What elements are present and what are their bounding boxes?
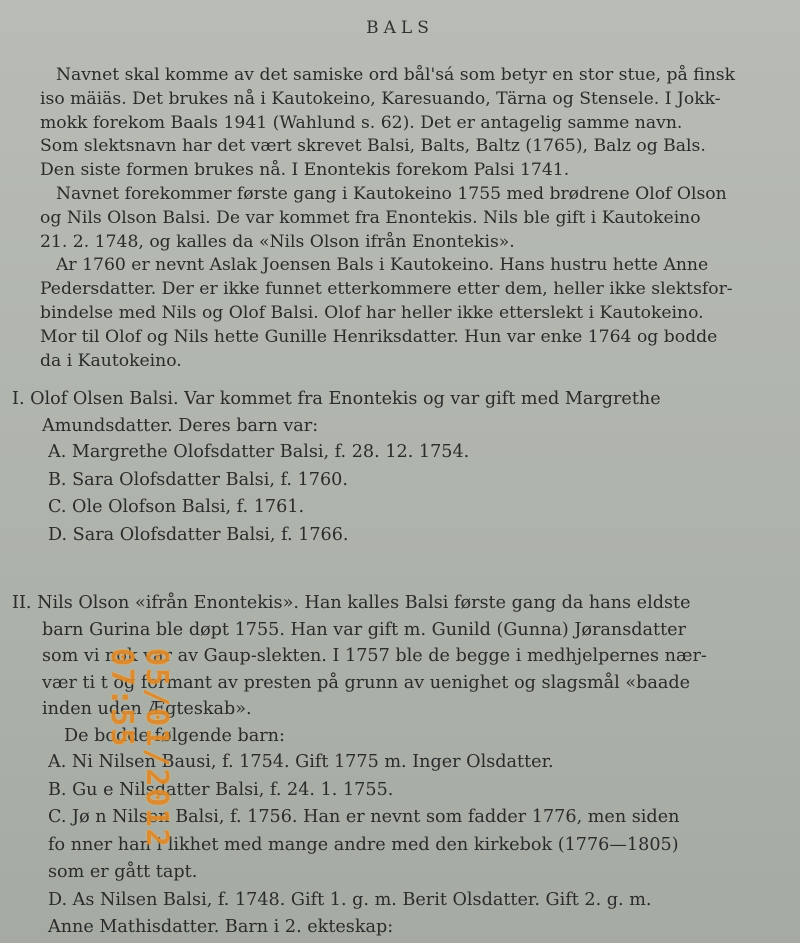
child-item: som er gått tapt.: [48, 862, 198, 882]
text-line: Navnet forekommer første gang i Kautokeino 1755 med brødrene Olof Olson: [56, 183, 727, 204]
child-item: C. Jø n Nilsen Balsi, f. 1756. Han er nevnt som fadder 1776, men siden: [48, 807, 680, 827]
child-item: fo nner han i likhet med mange andre med den kirkebok (1776—1805): [48, 834, 679, 855]
text-line: Pedersdatter. Der er ikke funnet etterkommere etter dem, heller ikke slektsfor-: [40, 279, 733, 300]
child-item: D. Sara Olofsdatter Balsi, f. 1766.: [48, 524, 349, 545]
entry-heading: I. Olof Olsen Balsi. Var kommet fra Enontekis og var gift med Margrethe: [12, 389, 661, 409]
child-item: B. Sara Olofsdatter Balsi, f. 1760.: [48, 469, 348, 490]
child-item: B. Gu e Nilsdatter Balsi, f. 24. 1. 1755.: [48, 779, 394, 800]
intro-section: [40, 64, 788, 373]
text-line: Mor til Olof og Nils hette Gunille Henriksdatter. Hun var enke 1764 og bodde: [40, 326, 718, 347]
text-line: 21. 2. 1748, og kalles da «Nils Olson ifrån Enontekis».: [40, 231, 515, 252]
text-line: Den siste formen brukes nå. I Enontekis forekom Palsi 1741.: [40, 160, 570, 181]
text-line: Navnet skal komme av det samiske ord bål'sá som betyr en stor stue, på finsk: [56, 65, 736, 85]
child-item: A. Ni Nilsen Bausi, f. 1754. Gift 1775 m. Inger Olsdatter.: [48, 752, 554, 772]
text-line: Ar 1760 er nevnt Aslak Joensen Bals i Kautokeino. Hans hustru hette Anne: [56, 255, 709, 276]
entry-heading: II. Nils Olson «ifrån Enontekis». Han kalles Balsi første gang da hans eldste: [12, 593, 691, 613]
text-line: og Nils Olson Balsi. De var kommet fra Enontekis. Nils ble gift i Kautokeino: [40, 207, 701, 228]
entry-line: vær ti t og formant av presten på grunn av uenighet og slagsmål «baade: [42, 672, 691, 693]
page-heading: BALS: [366, 18, 434, 38]
text-line: da i Kautokeino.: [40, 350, 182, 371]
date-stamp: 05/01/2012 07:55: [104, 648, 174, 849]
entry-line: inden uden Ægteskab».: [42, 699, 252, 719]
entry-line: Amundsdatter. Deres barn var:: [42, 415, 319, 436]
intro-paragraph-1: [40, 64, 788, 183]
child-item: Anne Mathisdatter. Barn i 2. ekteskap:: [48, 917, 394, 937]
children-intro: De bodde følgende barn:: [64, 725, 285, 746]
text-line: Som slektsnavn har det vært skrevet Balsi, Balts, Baltz (1765), Balz og Bals.: [40, 136, 706, 157]
entry-line: som vi nok var av Gaup-slekten. I 1757 ble de begge i medhjelpernes nær-: [42, 646, 707, 666]
text-line: iso mäiäs. Det brukes nå i Kautokeino, Karesuando, Tärna og Stensele. I Jokk-: [40, 88, 721, 109]
text-line: mokk forekom Baals 1941 (Wahlund s. 62). Det er antagelig samme navn.: [40, 112, 683, 133]
entry-line: barn Gurina ble døpt 1755. Han var gift m. Gunild (Gunna) Jøransdatter: [42, 619, 686, 640]
child-item: C. Ole Olofson Balsi, f. 1761.: [48, 497, 305, 517]
child-item: A. Margrethe Olofsdatter Balsi, f. 28. 12. 1754.: [48, 442, 470, 462]
child-item: D. As Nilsen Balsi, f. 1748. Gift 1. g. m. Berit Olsdatter. Gift 2. g. m.: [48, 889, 652, 910]
entry-olof: [12, 386, 800, 549]
intro-paragraph-3: [40, 254, 788, 373]
text-line: bindelse med Nils og Olof Balsi. Olof har heller ikke etterslekt i Kautokeino.: [40, 302, 704, 323]
intro-paragraph-2: [40, 183, 788, 254]
